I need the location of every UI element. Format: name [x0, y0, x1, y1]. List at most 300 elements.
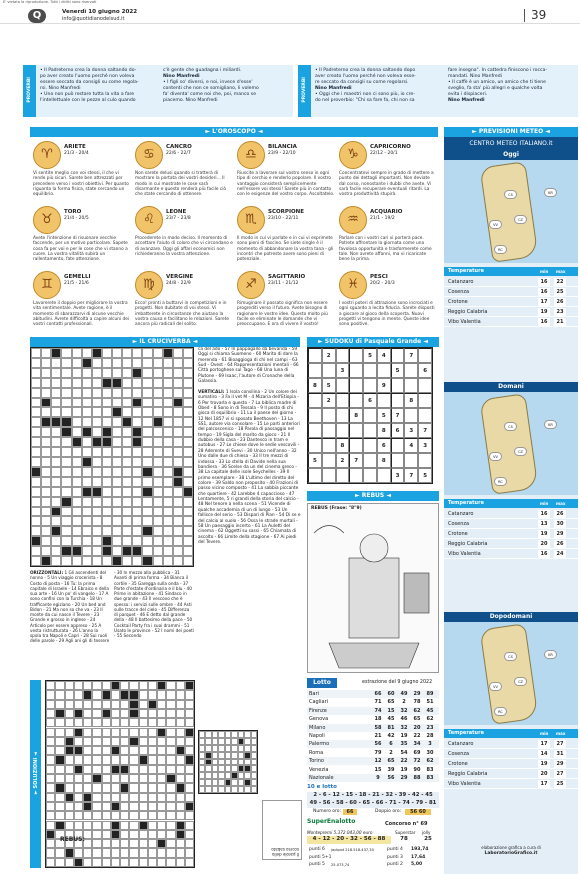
grid-cell[interactable]: [102, 477, 112, 487]
grid-cell[interactable]: [92, 398, 102, 408]
grid-cell[interactable]: [72, 507, 82, 517]
grid-cell[interactable]: [61, 398, 71, 408]
grid-cell[interactable]: [142, 378, 152, 388]
grid-cell[interactable]: [72, 516, 82, 526]
crossword-grid[interactable]: [30, 347, 194, 567]
grid-cell[interactable]: [132, 348, 142, 358]
grid-cell[interactable]: [41, 447, 51, 457]
sudoku-cell[interactable]: 5: [377, 408, 391, 423]
sudoku-cell[interactable]: 3: [391, 468, 405, 483]
grid-cell[interactable]: [132, 536, 142, 546]
grid-cell[interactable]: [82, 348, 92, 358]
sudoku-cell[interactable]: [363, 468, 377, 483]
grid-cell[interactable]: [112, 507, 122, 517]
grid-cell[interactable]: [173, 487, 183, 497]
grid-cell[interactable]: [61, 407, 71, 417]
grid-cell[interactable]: [163, 368, 173, 378]
grid-cell[interactable]: [122, 388, 132, 398]
grid-cell[interactable]: [183, 497, 193, 507]
grid-cell[interactable]: [61, 378, 71, 388]
grid-cell[interactable]: [122, 447, 132, 457]
grid-cell[interactable]: [122, 467, 132, 477]
sudoku-cell[interactable]: 8: [404, 393, 418, 408]
grid-cell[interactable]: [92, 457, 102, 467]
grid-cell[interactable]: [41, 417, 51, 427]
grid-cell[interactable]: [82, 536, 92, 546]
grid-cell[interactable]: [31, 546, 41, 556]
grid-cell[interactable]: [132, 378, 142, 388]
grid-cell[interactable]: [173, 556, 183, 566]
grid-cell[interactable]: [92, 427, 102, 437]
grid-cell[interactable]: [61, 358, 71, 368]
sudoku-cell[interactable]: [308, 438, 322, 453]
grid-cell[interactable]: [153, 427, 163, 437]
grid-cell[interactable]: [112, 447, 122, 457]
grid-cell[interactable]: [142, 556, 152, 566]
sudoku-cell[interactable]: [336, 393, 350, 408]
sudoku-cell[interactable]: [308, 348, 322, 363]
grid-cell[interactable]: [31, 487, 41, 497]
grid-cell[interactable]: [51, 487, 61, 497]
grid-cell[interactable]: [51, 447, 61, 457]
grid-cell[interactable]: [173, 507, 183, 517]
sudoku-cell[interactable]: [322, 468, 336, 483]
grid-cell[interactable]: [183, 417, 193, 427]
grid-cell[interactable]: [153, 467, 163, 477]
grid-cell[interactable]: [163, 546, 173, 556]
grid-cell[interactable]: [183, 556, 193, 566]
grid-cell[interactable]: [112, 388, 122, 398]
sudoku-cell[interactable]: [349, 378, 363, 393]
grid-cell[interactable]: [31, 497, 41, 507]
sudoku-cell[interactable]: 3: [336, 363, 350, 378]
grid-cell[interactable]: [102, 536, 112, 546]
sudoku-cell[interactable]: 2: [322, 348, 336, 363]
grid-cell[interactable]: [31, 348, 41, 358]
grid-cell[interactable]: [183, 437, 193, 447]
sudoku-cell[interactable]: 8: [349, 408, 363, 423]
grid-cell[interactable]: [82, 516, 92, 526]
grid-cell[interactable]: [142, 447, 152, 457]
grid-cell[interactable]: [82, 526, 92, 536]
grid-cell[interactable]: [132, 516, 142, 526]
grid-cell[interactable]: [173, 378, 183, 388]
grid-cell[interactable]: [92, 556, 102, 566]
grid-cell[interactable]: [122, 407, 132, 417]
grid-cell[interactable]: [51, 358, 61, 368]
grid-cell[interactable]: [153, 487, 163, 497]
grid-cell[interactable]: [163, 407, 173, 417]
grid-cell[interactable]: [122, 358, 132, 368]
grid-cell[interactable]: [153, 526, 163, 536]
sudoku-cell[interactable]: [377, 393, 391, 408]
grid-cell[interactable]: [142, 407, 152, 417]
grid-cell[interactable]: [51, 437, 61, 447]
grid-cell[interactable]: [31, 358, 41, 368]
grid-cell[interactable]: [163, 536, 173, 546]
grid-cell[interactable]: [102, 556, 112, 566]
grid-cell[interactable]: [153, 398, 163, 408]
grid-cell[interactable]: [173, 477, 183, 487]
grid-cell[interactable]: [92, 467, 102, 477]
sudoku-cell[interactable]: [418, 348, 432, 363]
grid-cell[interactable]: [61, 516, 71, 526]
grid-cell[interactable]: [112, 497, 122, 507]
sudoku-cell[interactable]: [336, 423, 350, 438]
grid-cell[interactable]: [41, 378, 51, 388]
sudoku-cell[interactable]: [391, 393, 405, 408]
grid-cell[interactable]: [61, 388, 71, 398]
grid-cell[interactable]: [142, 467, 152, 477]
grid-cell[interactable]: [173, 358, 183, 368]
grid-cell[interactable]: [173, 497, 183, 507]
sudoku-cell[interactable]: [336, 408, 350, 423]
grid-cell[interactable]: [82, 447, 92, 457]
grid-cell[interactable]: [142, 437, 152, 447]
sudoku-cell[interactable]: 4: [404, 438, 418, 453]
sudoku-cell[interactable]: 5: [418, 468, 432, 483]
sudoku-cell[interactable]: 8: [336, 438, 350, 453]
sudoku-cell[interactable]: 7: [349, 453, 363, 468]
sudoku-cell[interactable]: [404, 378, 418, 393]
grid-cell[interactable]: [41, 477, 51, 487]
grid-cell[interactable]: [122, 378, 132, 388]
sudoku-cell[interactable]: [349, 468, 363, 483]
sudoku-cell[interactable]: 8: [377, 453, 391, 468]
grid-cell[interactable]: [153, 556, 163, 566]
grid-cell[interactable]: [183, 526, 193, 536]
grid-cell[interactable]: [41, 457, 51, 467]
grid-cell[interactable]: [183, 427, 193, 437]
sudoku-cell[interactable]: [349, 363, 363, 378]
sudoku-cell[interactable]: [322, 408, 336, 423]
sudoku-cell[interactable]: [418, 408, 432, 423]
grid-cell[interactable]: [61, 556, 71, 566]
grid-cell[interactable]: [92, 516, 102, 526]
sudoku-cell[interactable]: [336, 378, 350, 393]
grid-cell[interactable]: [153, 368, 163, 378]
sudoku-cell[interactable]: 6: [363, 393, 377, 408]
sudoku-cell[interactable]: [322, 423, 336, 438]
grid-cell[interactable]: [183, 546, 193, 556]
grid-cell[interactable]: [122, 497, 132, 507]
grid-cell[interactable]: [112, 378, 122, 388]
grid-cell[interactable]: [92, 348, 102, 358]
grid-cell[interactable]: [82, 546, 92, 556]
sudoku-cell[interactable]: [418, 393, 432, 408]
grid-cell[interactable]: [163, 358, 173, 368]
grid-cell[interactable]: [142, 536, 152, 546]
sudoku-cell[interactable]: [349, 393, 363, 408]
grid-cell[interactable]: [41, 467, 51, 477]
grid-cell[interactable]: [51, 388, 61, 398]
sudoku-cell[interactable]: 5: [322, 378, 336, 393]
grid-cell[interactable]: [122, 398, 132, 408]
sudoku-cell[interactable]: 8: [308, 378, 322, 393]
grid-cell[interactable]: [122, 536, 132, 546]
grid-cell[interactable]: [31, 368, 41, 378]
sudoku-cell[interactable]: [349, 423, 363, 438]
grid-cell[interactable]: [31, 427, 41, 437]
grid-cell[interactable]: [112, 398, 122, 408]
sudoku-cell[interactable]: [336, 348, 350, 363]
grid-cell[interactable]: [183, 398, 193, 408]
grid-cell[interactable]: [132, 556, 142, 566]
grid-cell[interactable]: [92, 546, 102, 556]
grid-cell[interactable]: [122, 546, 132, 556]
grid-cell[interactable]: [153, 417, 163, 427]
grid-cell[interactable]: [41, 407, 51, 417]
sudoku-cell[interactable]: [391, 438, 405, 453]
grid-cell[interactable]: [61, 487, 71, 497]
grid-cell[interactable]: [183, 487, 193, 497]
grid-cell[interactable]: [72, 487, 82, 497]
grid-cell[interactable]: [31, 536, 41, 546]
grid-cell[interactable]: [163, 477, 173, 487]
grid-cell[interactable]: [72, 368, 82, 378]
grid-cell[interactable]: [51, 507, 61, 517]
grid-cell[interactable]: [41, 556, 51, 566]
grid-cell[interactable]: [31, 388, 41, 398]
grid-cell[interactable]: [31, 378, 41, 388]
grid-cell[interactable]: [173, 348, 183, 358]
sudoku-cell[interactable]: 2: [336, 453, 350, 468]
grid-cell[interactable]: [41, 368, 51, 378]
grid-cell[interactable]: [82, 487, 92, 497]
grid-cell[interactable]: [41, 497, 51, 507]
grid-cell[interactable]: [102, 507, 112, 517]
sudoku-cell[interactable]: [418, 378, 432, 393]
grid-cell[interactable]: [142, 457, 152, 467]
sudoku-cell[interactable]: [349, 348, 363, 363]
grid-cell[interactable]: [132, 398, 142, 408]
grid-cell[interactable]: [41, 536, 51, 546]
grid-cell[interactable]: [112, 368, 122, 378]
grid-cell[interactable]: [142, 388, 152, 398]
grid-cell[interactable]: [72, 407, 82, 417]
grid-cell[interactable]: [153, 388, 163, 398]
sudoku-cell[interactable]: [336, 468, 350, 483]
grid-cell[interactable]: [132, 447, 142, 457]
grid-cell[interactable]: [173, 526, 183, 536]
sudoku-cell[interactable]: 2: [322, 393, 336, 408]
grid-cell[interactable]: [163, 388, 173, 398]
grid-cell[interactable]: [142, 427, 152, 437]
sudoku-cell[interactable]: [322, 363, 336, 378]
grid-cell[interactable]: [142, 417, 152, 427]
sudoku-cell[interactable]: [391, 378, 405, 393]
grid-cell[interactable]: [72, 447, 82, 457]
grid-cell[interactable]: [112, 526, 122, 536]
grid-cell[interactable]: [183, 467, 193, 477]
grid-cell[interactable]: [72, 546, 82, 556]
sudoku-cell[interactable]: 8: [377, 423, 391, 438]
grid-cell[interactable]: [132, 388, 142, 398]
grid-cell[interactable]: [163, 437, 173, 447]
sudoku-cell[interactable]: [363, 423, 377, 438]
grid-cell[interactable]: [72, 457, 82, 467]
grid-cell[interactable]: [153, 457, 163, 467]
grid-cell[interactable]: [72, 417, 82, 427]
sudoku-cell[interactable]: [363, 378, 377, 393]
grid-cell[interactable]: [132, 546, 142, 556]
grid-cell[interactable]: [92, 388, 102, 398]
grid-cell[interactable]: [163, 398, 173, 408]
sudoku-cell[interactable]: [404, 363, 418, 378]
grid-cell[interactable]: [41, 546, 51, 556]
grid-cell[interactable]: [132, 526, 142, 536]
sudoku-cell[interactable]: [308, 468, 322, 483]
grid-cell[interactable]: [163, 487, 173, 497]
grid-cell[interactable]: [183, 516, 193, 526]
grid-cell[interactable]: [92, 407, 102, 417]
grid-cell[interactable]: [183, 388, 193, 398]
grid-cell[interactable]: [102, 497, 112, 507]
grid-cell[interactable]: [163, 516, 173, 526]
grid-cell[interactable]: [102, 437, 112, 447]
grid-cell[interactable]: [82, 368, 92, 378]
grid-cell[interactable]: [72, 358, 82, 368]
grid-cell[interactable]: [153, 477, 163, 487]
grid-cell[interactable]: [61, 447, 71, 457]
grid-cell[interactable]: [92, 526, 102, 536]
grid-cell[interactable]: [51, 526, 61, 536]
grid-cell[interactable]: [132, 477, 142, 487]
grid-cell[interactable]: [153, 437, 163, 447]
grid-cell[interactable]: [132, 497, 142, 507]
grid-cell[interactable]: [142, 348, 152, 358]
grid-cell[interactable]: [122, 487, 132, 497]
grid-cell[interactable]: [31, 556, 41, 566]
grid-cell[interactable]: [112, 477, 122, 487]
grid-cell[interactable]: [102, 378, 112, 388]
grid-cell[interactable]: [102, 427, 112, 437]
grid-cell[interactable]: [142, 358, 152, 368]
grid-cell[interactable]: [72, 348, 82, 358]
grid-cell[interactable]: [61, 507, 71, 517]
grid-cell[interactable]: [132, 467, 142, 477]
grid-cell[interactable]: [51, 378, 61, 388]
grid-cell[interactable]: [153, 546, 163, 556]
grid-cell[interactable]: [163, 467, 173, 477]
sudoku-cell[interactable]: [308, 393, 322, 408]
grid-cell[interactable]: [41, 398, 51, 408]
grid-cell[interactable]: [61, 348, 71, 358]
grid-cell[interactable]: [102, 407, 112, 417]
grid-cell[interactable]: [153, 516, 163, 526]
grid-cell[interactable]: [163, 348, 173, 358]
grid-cell[interactable]: [41, 526, 51, 536]
grid-cell[interactable]: [61, 477, 71, 487]
grid-cell[interactable]: [31, 457, 41, 467]
grid-cell[interactable]: [51, 516, 61, 526]
grid-cell[interactable]: [163, 497, 173, 507]
grid-cell[interactable]: [92, 378, 102, 388]
grid-cell[interactable]: [153, 536, 163, 546]
grid-cell[interactable]: [82, 457, 92, 467]
grid-cell[interactable]: [51, 477, 61, 487]
grid-cell[interactable]: [92, 447, 102, 457]
grid-cell[interactable]: [92, 437, 102, 447]
grid-cell[interactable]: [51, 457, 61, 467]
grid-cell[interactable]: [173, 447, 183, 457]
grid-cell[interactable]: [41, 358, 51, 368]
grid-cell[interactable]: [82, 427, 92, 437]
grid-cell[interactable]: [82, 417, 92, 427]
grid-cell[interactable]: [82, 388, 92, 398]
grid-cell[interactable]: [112, 348, 122, 358]
grid-cell[interactable]: [112, 467, 122, 477]
grid-cell[interactable]: [173, 457, 183, 467]
grid-cell[interactable]: [173, 516, 183, 526]
grid-cell[interactable]: [112, 427, 122, 437]
grid-cell[interactable]: [82, 556, 92, 566]
sudoku-cell[interactable]: [349, 438, 363, 453]
grid-cell[interactable]: [102, 487, 112, 497]
grid-cell[interactable]: [102, 447, 112, 457]
grid-cell[interactable]: [72, 556, 82, 566]
grid-cell[interactable]: [92, 358, 102, 368]
grid-cell[interactable]: [122, 348, 132, 358]
grid-cell[interactable]: [163, 526, 173, 536]
grid-cell[interactable]: [112, 457, 122, 467]
grid-cell[interactable]: [61, 417, 71, 427]
grid-cell[interactable]: [112, 546, 122, 556]
grid-cell[interactable]: [132, 427, 142, 437]
grid-cell[interactable]: [153, 358, 163, 368]
grid-cell[interactable]: [51, 497, 61, 507]
grid-cell[interactable]: [173, 546, 183, 556]
grid-cell[interactable]: [112, 417, 122, 427]
grid-cell[interactable]: [173, 417, 183, 427]
sudoku-cell[interactable]: 7: [418, 423, 432, 438]
grid-cell[interactable]: [82, 398, 92, 408]
sudoku-cell[interactable]: [322, 453, 336, 468]
grid-cell[interactable]: [41, 348, 51, 358]
sudoku-cell[interactable]: 3: [404, 423, 418, 438]
grid-cell[interactable]: [153, 447, 163, 457]
grid-cell[interactable]: [31, 516, 41, 526]
grid-cell[interactable]: [72, 398, 82, 408]
sudoku-cell[interactable]: 5: [308, 453, 322, 468]
sudoku-cell[interactable]: [308, 423, 322, 438]
sudoku-cell[interactable]: 6: [377, 438, 391, 453]
grid-cell[interactable]: [31, 437, 41, 447]
grid-cell[interactable]: [82, 378, 92, 388]
grid-cell[interactable]: [122, 507, 132, 517]
grid-cell[interactable]: [153, 497, 163, 507]
grid-cell[interactable]: [72, 467, 82, 477]
grid-cell[interactable]: [142, 487, 152, 497]
sudoku-cell[interactable]: [308, 408, 322, 423]
grid-cell[interactable]: [72, 497, 82, 507]
grid-cell[interactable]: [173, 437, 183, 447]
sudoku-cell[interactable]: [363, 363, 377, 378]
sudoku-cell[interactable]: [377, 363, 391, 378]
grid-cell[interactable]: [132, 407, 142, 417]
grid-cell[interactable]: [72, 526, 82, 536]
grid-cell[interactable]: [122, 526, 132, 536]
grid-cell[interactable]: [163, 507, 173, 517]
sudoku-grid[interactable]: [307, 347, 433, 484]
grid-cell[interactable]: [132, 417, 142, 427]
grid-cell[interactable]: [163, 427, 173, 437]
grid-cell[interactable]: [51, 467, 61, 477]
grid-cell[interactable]: [72, 437, 82, 447]
sudoku-cell[interactable]: 5: [363, 348, 377, 363]
sudoku-cell[interactable]: [322, 438, 336, 453]
grid-cell[interactable]: [51, 546, 61, 556]
